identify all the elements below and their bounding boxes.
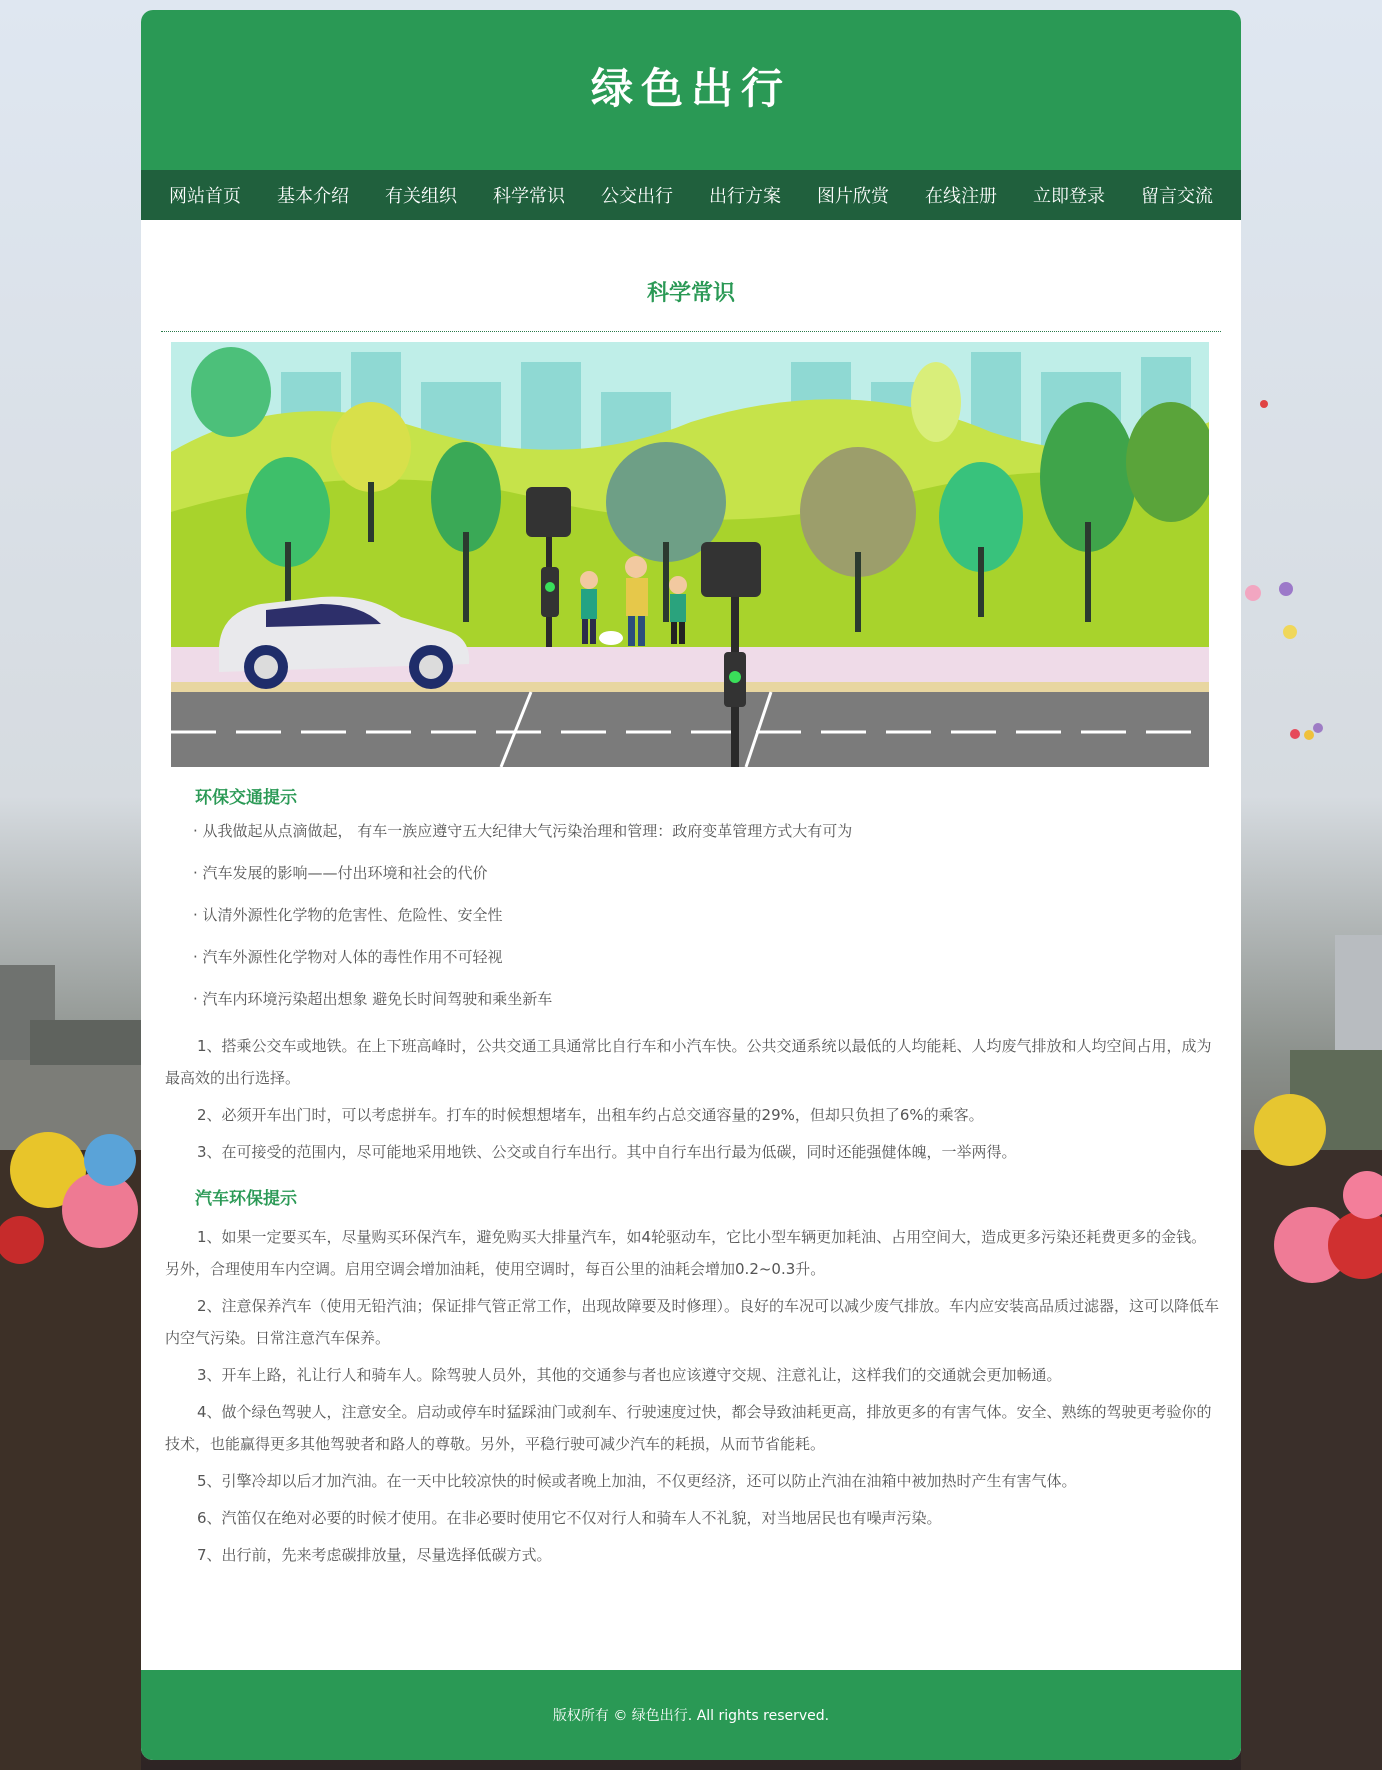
paragraph: 2、必须开车出门时，可以考虑拼车。打车的时候想想堵车，出租车约占总交通容量的29%，但却只负担了6%的乘客。 <box>197 1106 984 1124</box>
tip-item: · 汽车发展的影响——付出环境和社会的代价 <box>193 864 488 882</box>
copyright-text: 版权所有 © 绿色出行. All rights reserved. <box>552 1708 830 1724</box>
section-heading: 汽车环保提示 <box>195 1189 297 1209</box>
nav-item-guestbook[interactable]: 留言交流 <box>1141 186 1213 207</box>
section-heading: 环保交通提示 <box>195 788 297 808</box>
paragraph: 4、做个绿色驾驶人，注意安全。启动或停车时猛踩油门或刹车、行驶速度过快，都会导致油耗更高，排放更多的有害气体。安全、熟练的驾驶更考验你的技术，也能赢得更多其他驾驶者和路人的尊敬。另外，平稳行驶可减少汽车的耗损，从而节省能耗。 <box>165 1403 1212 1453</box>
tip-item: · 认清外源性化学物的危害性、危险性、安全性 <box>193 906 503 924</box>
tip-item: · 从我做起从点滴做起， 有车一族应遵守五大纪律大气污染治理和管理：政府变革管理方式大有可为 <box>193 822 853 840</box>
nav-item-home[interactable]: 网站首页 <box>169 186 241 207</box>
nav-item-intro[interactable]: 基本介绍 <box>277 186 349 207</box>
main-nav <box>141 170 1241 220</box>
nav-item-travel-plans[interactable]: 出行方案 <box>709 186 781 207</box>
paragraph: 3、在可接受的范围内，尽可能地采用地铁、公交或自行车出行。其中自行车出行最为低碳，同时还能强健体魄，一举两得。 <box>197 1143 1017 1161</box>
nav-item-login[interactable]: 立即登录 <box>1033 186 1105 207</box>
page-container <box>141 10 1241 1760</box>
paragraph: 2、注意保养汽车（使用无铅汽油；保证排气管正常工作，出现故障要及时修理）。良好的车况可以减少废气排放。车内应安装高品质过滤器，这可以降低车内空气污染。日常注意汽车保养。 <box>165 1297 1220 1347</box>
site-title: 绿色出行 <box>590 64 791 113</box>
paragraph: 1、搭乘公交车或地铁。在上下班高峰时，公共交通工具通常比自行车和小汽车快。公共交通系统以最低的人均能耗、人均废气排放和人均空间占用，成为最高效的出行选择。 <box>165 1037 1212 1087</box>
section-eco-traffic <box>161 783 1221 1168</box>
paragraph: 6、汽笛仅在绝对必要的时候才使用。在非必要时使用它不仅对行人和骑车人不礼貌，对当地居民也有噪声污染。 <box>197 1509 942 1527</box>
nav-item-public-transit[interactable]: 公交出行 <box>601 186 673 207</box>
paragraph: 7、出行前，先来考虑碳排放量，尽量选择低碳方式。 <box>197 1546 552 1564</box>
section-car-eco <box>161 1184 1221 1571</box>
page-title: 科学常识 <box>161 220 1221 332</box>
paragraph: 3、开车上路，礼让行人和骑车人。除驾驶人员外，其他的交通参与者也应该遵守交规、注意礼让，这样我们的交通就会更加畅通。 <box>197 1366 1062 1384</box>
tip-item: · 汽车内环境污染超出想象 避免长时间驾驶和乘坐新车 <box>193 990 553 1008</box>
tip-item: · 汽车外源性化学物对人体的毒性作用不可轻视 <box>193 948 503 966</box>
nav-item-gallery[interactable]: 图片欣赏 <box>817 186 889 207</box>
site-header <box>141 10 1241 170</box>
site-footer <box>141 1670 1241 1760</box>
paragraph: 5、引擎冷却以后才加汽油。在一天中比较凉快的时候或者晚上加油，不仅更经济，还可以防止汽油在油箱中被加热时产生有害气体。 <box>197 1472 1077 1490</box>
nav-item-register[interactable]: 在线注册 <box>925 186 997 207</box>
banner-illustration <box>171 342 1209 767</box>
paragraph: 1、如果一定要买车，尽量购买环保汽车，避免购买大排量汽车，如4轮驱动车，它比小型车辆更加耗油、占用空间大，造成更多污染还耗费更多的金钱。另外，合理使用车内空调。启用空调会增加油耗，使用空调时，每百公里的油耗会增加0.2~0.3升。 <box>165 1228 1207 1278</box>
nav-item-science[interactable]: 科学常识 <box>493 186 565 207</box>
main-content <box>141 220 1241 1571</box>
nav-item-organizations[interactable]: 有关组织 <box>385 186 457 207</box>
